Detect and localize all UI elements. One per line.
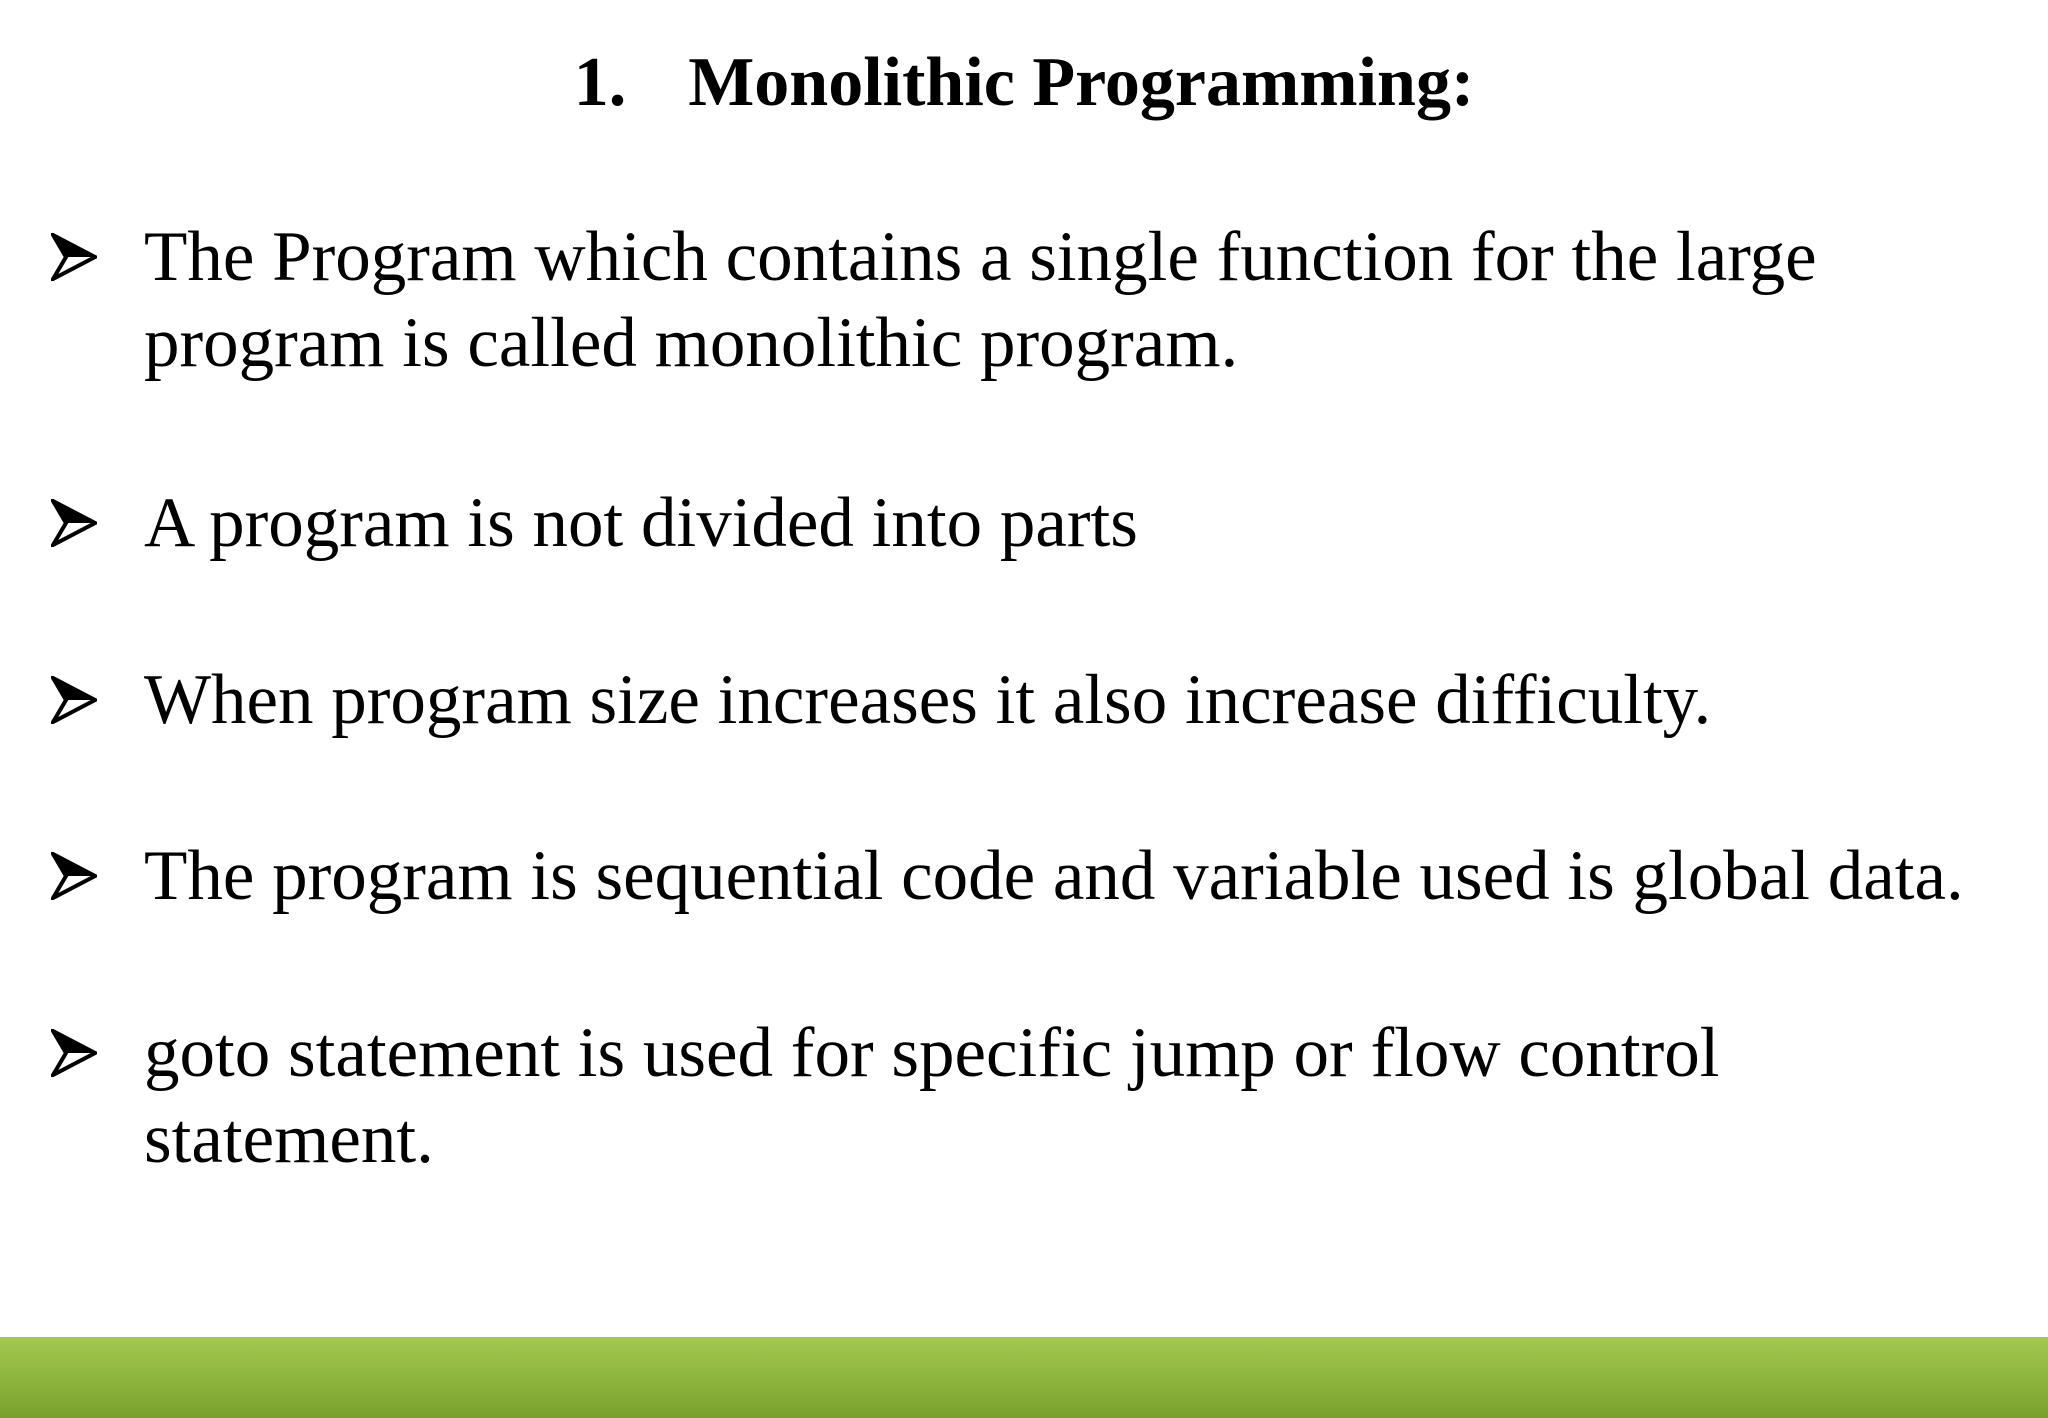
bullet-text [144, 214, 2024, 386]
title-number: 1. [573, 44, 627, 121]
footer-bar [0, 1337, 2048, 1418]
bullet-line: A program is not divided into parts [144, 484, 1138, 562]
bullet-text [144, 833, 2024, 919]
arrowhead-bullet-icon [51, 233, 97, 281]
slide-title [0, 38, 2048, 128]
bullet-line: The Program which contains a single function for the large [144, 218, 1817, 296]
arrowhead-bullet-icon [51, 676, 97, 724]
bullet-text [144, 480, 2024, 566]
bullet-line: goto statement is used for specific jump or flow control [144, 1014, 1720, 1092]
bullet-text [144, 1010, 2024, 1182]
bullet-line: The program is sequential code and variable used is global data. [144, 837, 1964, 915]
bullet-line: program is called monolithic program. [144, 304, 1239, 382]
bullet-line: When program size increases it also increase difficulty. [144, 661, 1712, 739]
arrowhead-bullet-icon [51, 499, 97, 547]
bullet-text [144, 657, 2024, 743]
title-text: Monolithic Programming: [688, 44, 1475, 121]
bullet-line: statement. [144, 1100, 434, 1178]
arrowhead-bullet-icon [51, 852, 97, 900]
arrowhead-bullet-icon [51, 1029, 97, 1077]
